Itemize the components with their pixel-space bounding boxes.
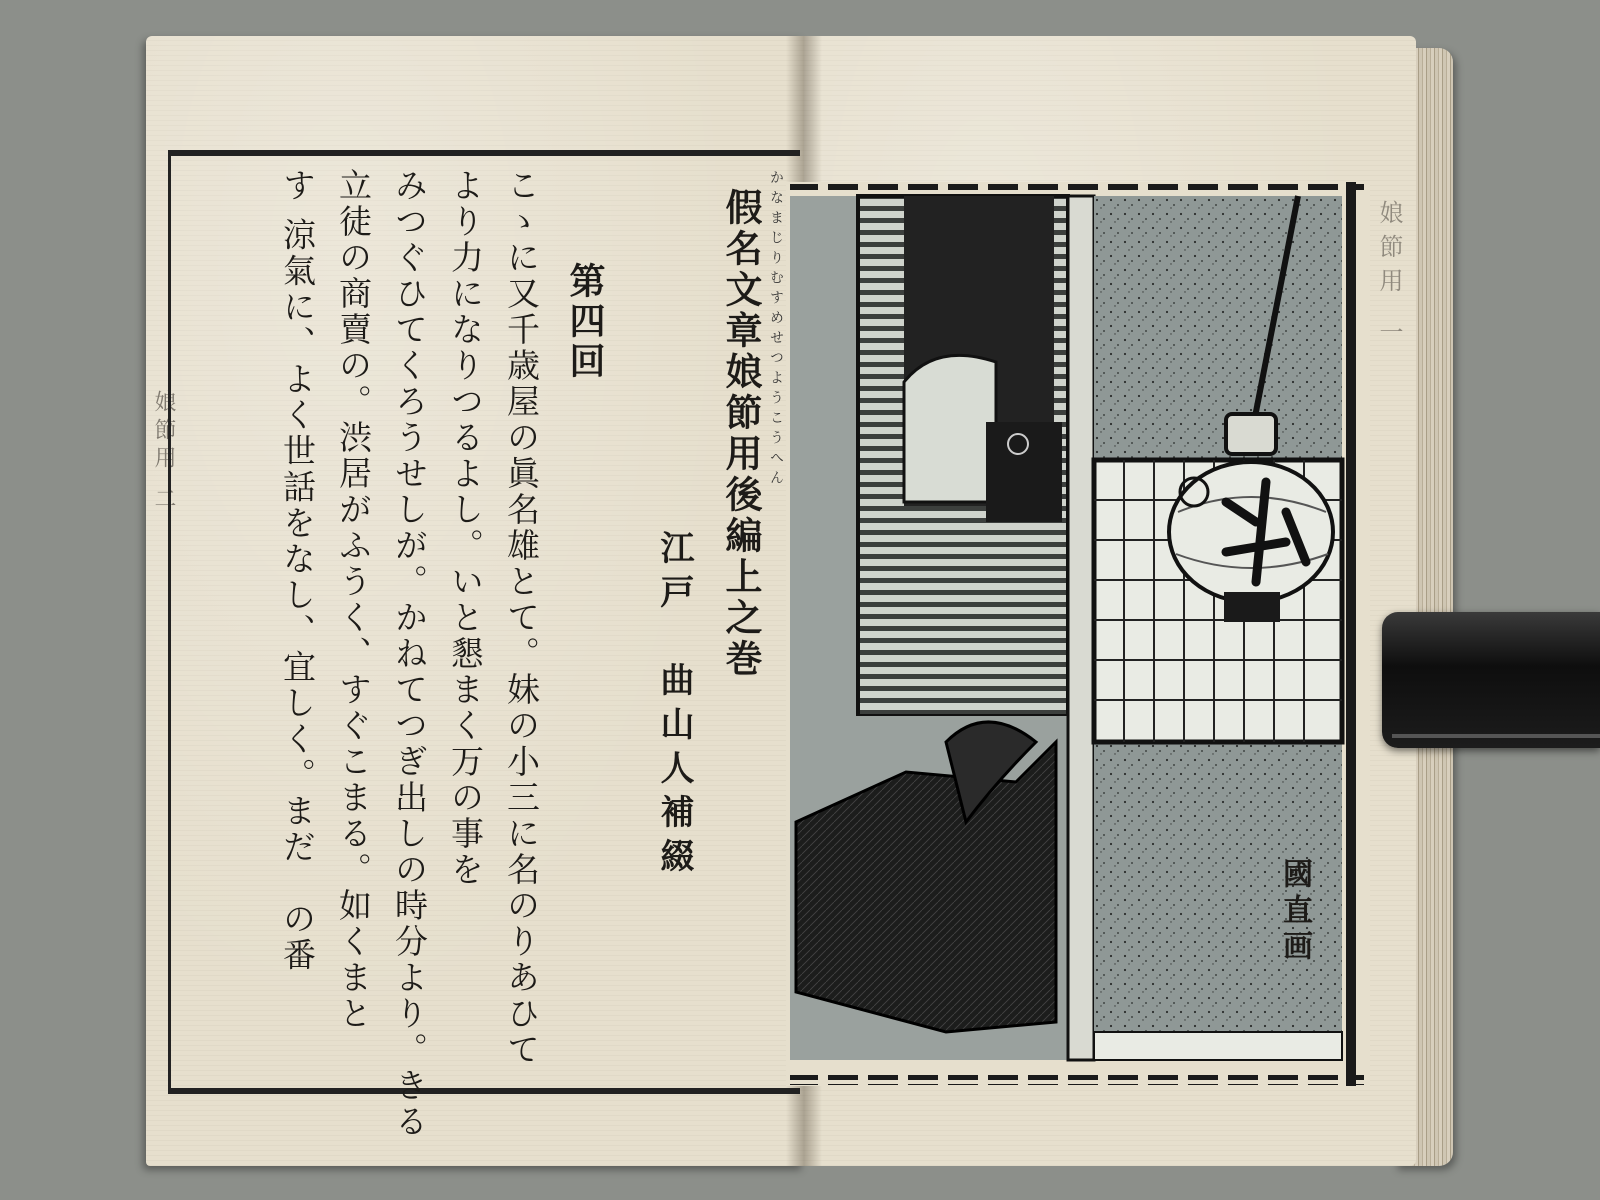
right-margin-running-title: 娘節用 一 [1375,200,1403,354]
binder-clip [1382,612,1600,748]
author-credit: 江戸 曲山人補綴 [654,530,694,882]
book-title: 假名文章娘節用後編上之巻 [719,188,763,680]
left-margin-running-title: 娘節用 二 [151,390,176,515]
body-text-line: 立徒の商賣の。渋居がふうく、すぐこまる。如くまと [334,168,373,1032]
body-text-line: みつぐひてくろうせしが。かねてつぎ出しの時分より。きる [390,168,429,1140]
body-text-line: す 涼氣に、よく世話をなし、宜しく。まだ の番 [278,168,317,974]
body-text-line: こゝに又千歳屋の眞名雄とて。妹の小三に名のりあひて [502,168,541,1068]
chapter-heading: 第四回 [564,262,606,382]
body-text-line: より力になりつるよし。いと懇まく万の事を [446,168,485,888]
artist-signature: 國直画 [1277,858,1312,966]
title-furigana: かなまじりむすめせつようこうへん [768,170,784,490]
